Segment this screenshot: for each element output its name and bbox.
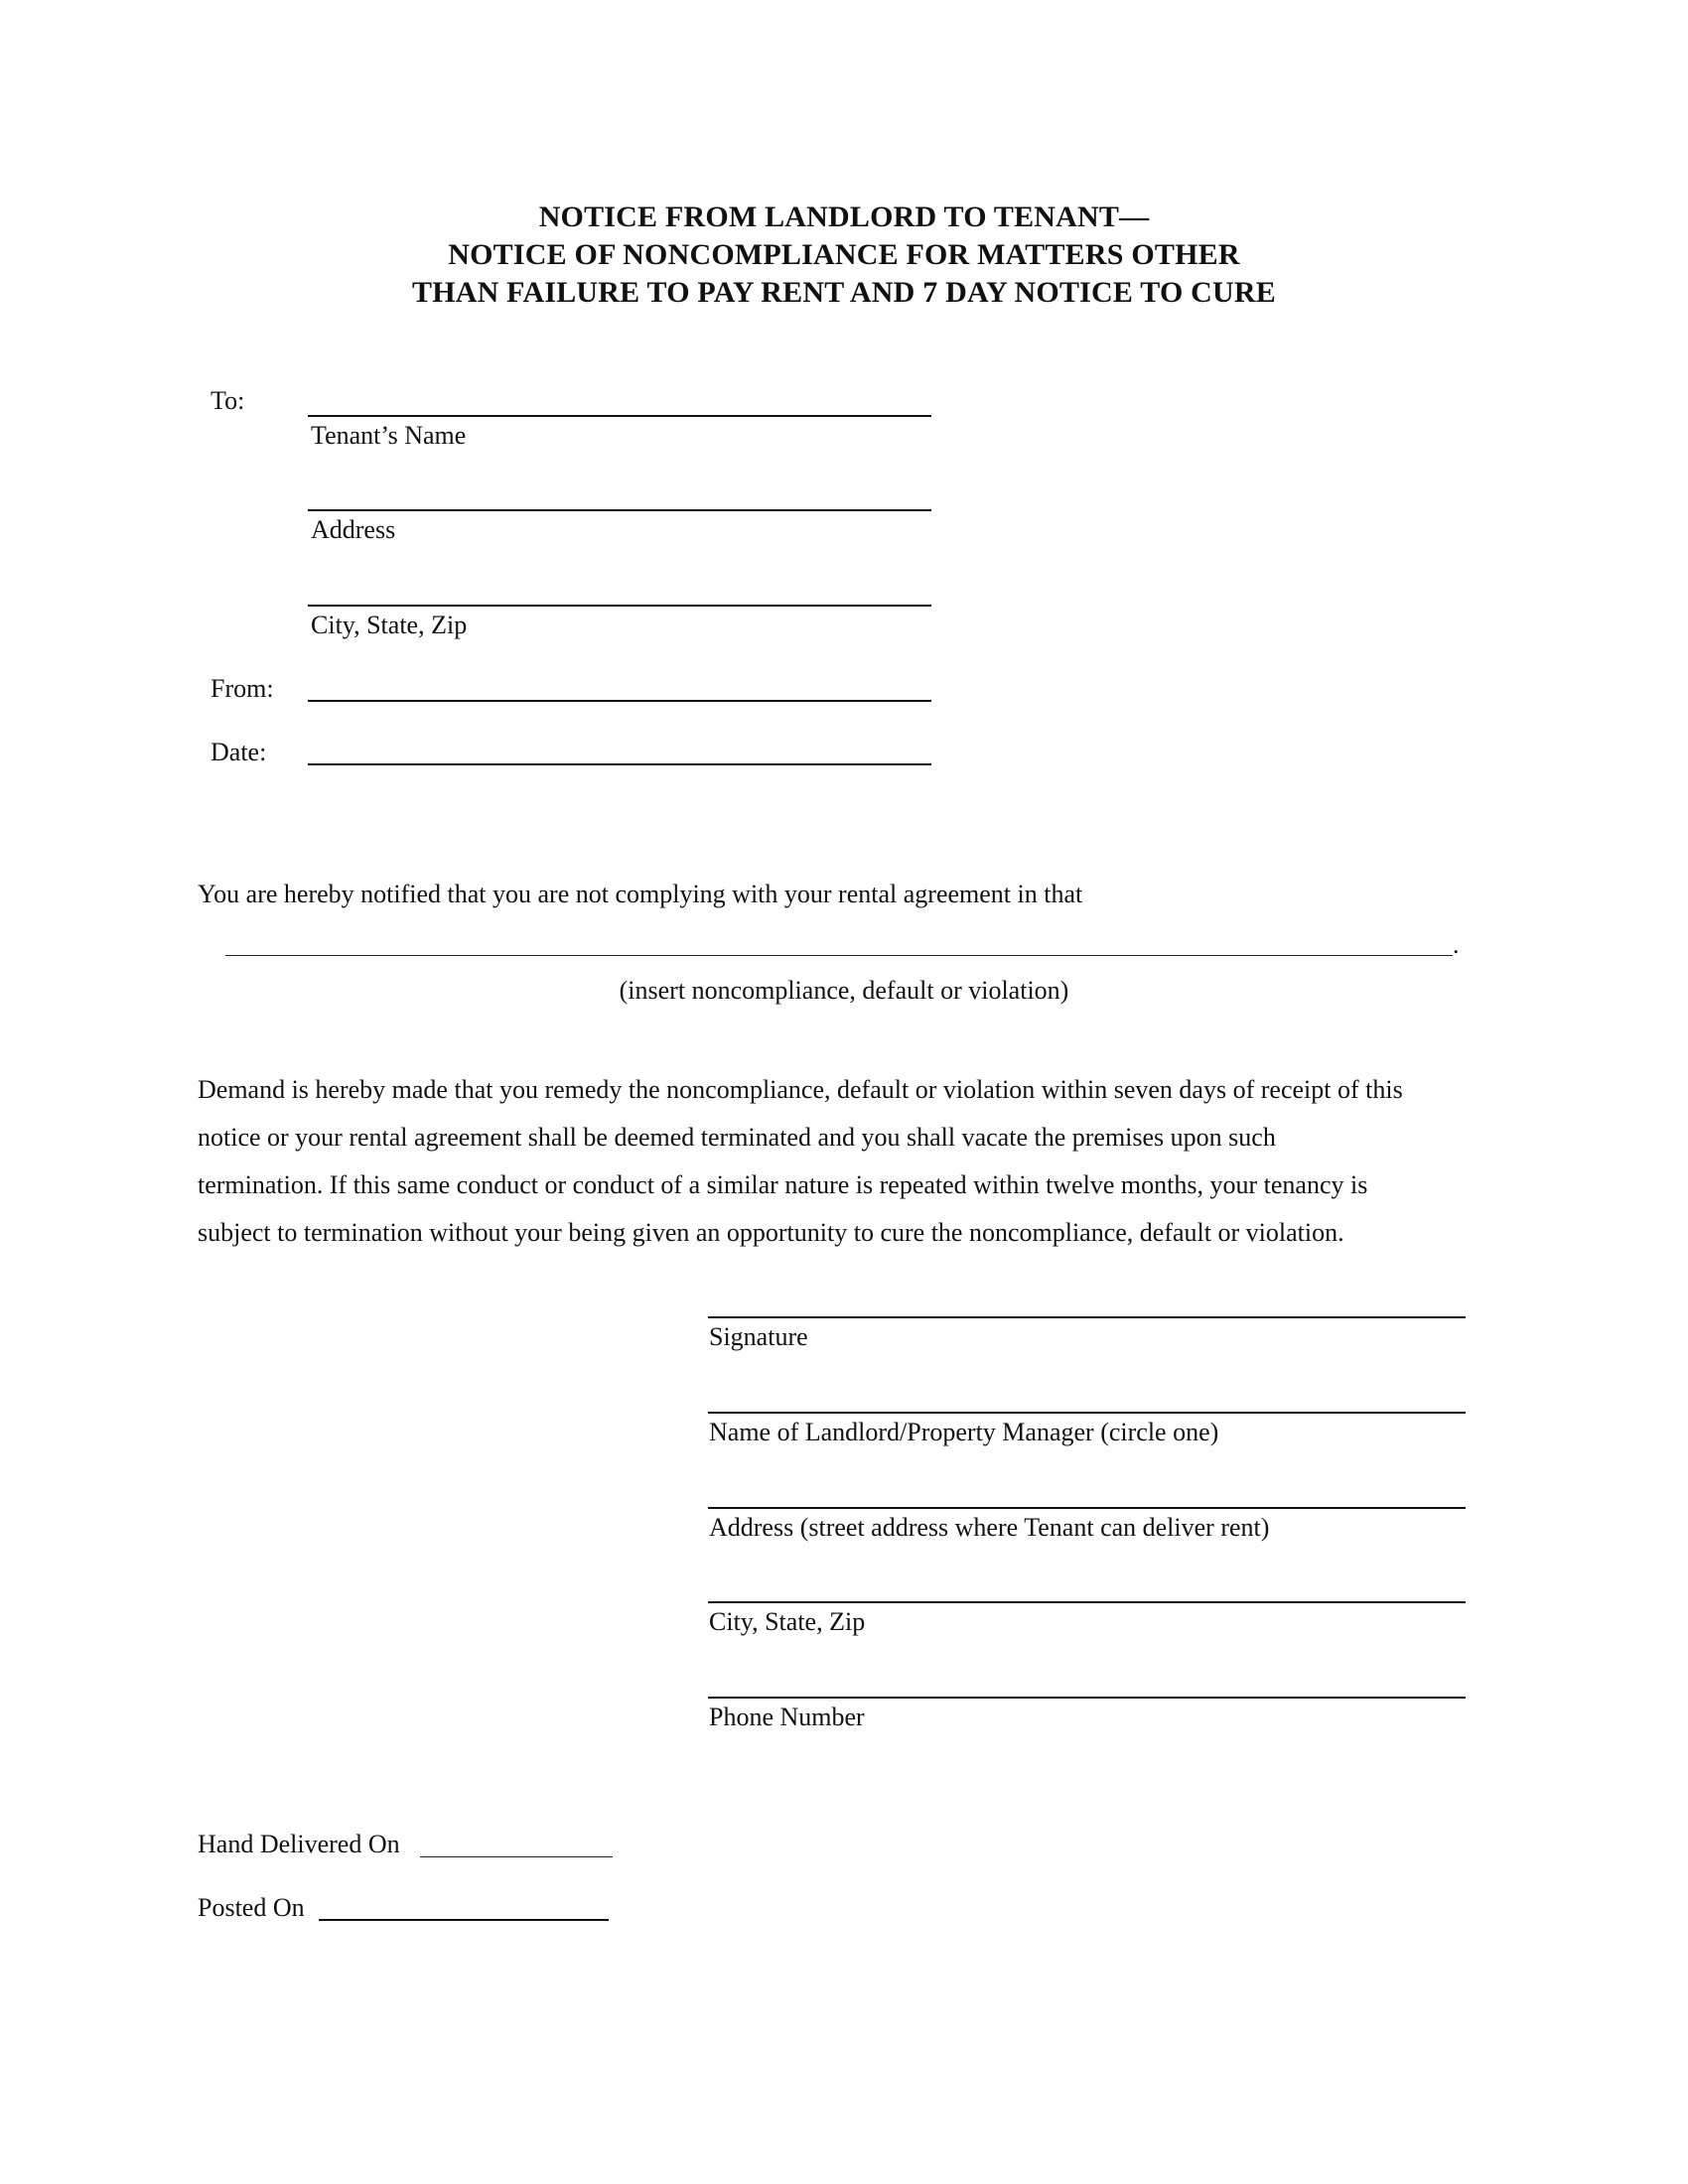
landlord-city-state-zip-caption: City, State, Zip <box>709 1607 866 1636</box>
demand-line-4: subject to termination without your being given an opportunity to cure the noncompliance, default or violation. <box>198 1218 1344 1247</box>
landlord-name-caption: Name of Landlord/Property Manager (circle one) <box>709 1418 1219 1446</box>
noncompliance-line-period: . <box>1453 930 1460 959</box>
posted-on-label: Posted On <box>198 1893 305 1922</box>
document-title <box>0 199 1688 312</box>
posted-on-date-line[interactable] <box>319 1919 609 1921</box>
date-label: Date: <box>211 738 267 766</box>
landlord-name-line[interactable] <box>708 1412 1466 1414</box>
insert-noncompliance-caption: (insert noncompliance, default or violation) <box>619 976 1069 1005</box>
from-label: From: <box>211 674 274 703</box>
noncompliance-line[interactable] <box>225 955 1453 956</box>
tenant-city-state-zip-line[interactable] <box>308 605 931 607</box>
landlord-city-state-zip-line[interactable] <box>708 1601 1466 1603</box>
signature-line[interactable] <box>708 1316 1466 1318</box>
from-line[interactable] <box>308 700 931 702</box>
title-line-1: NOTICE FROM LANDLORD TO TENANT— <box>538 201 1150 233</box>
tenant-name-line[interactable] <box>308 415 931 417</box>
hand-delivered-date-line[interactable] <box>420 1856 613 1857</box>
title-line-3: THAN FAILURE TO PAY RENT AND 7 DAY NOTICE TO CURE <box>412 276 1276 309</box>
to-label: To: <box>211 386 245 415</box>
landlord-address-line[interactable] <box>708 1507 1466 1509</box>
tenant-address-caption: Address <box>311 515 396 544</box>
signature-caption: Signature <box>709 1322 808 1351</box>
demand-line-2: notice or your rental agreement shall be deemed terminated and you shall vacate the premises upon such <box>198 1123 1276 1152</box>
phone-number-line[interactable] <box>708 1697 1466 1699</box>
demand-line-3: termination. If this same conduct or conduct of a similar nature is repeated within twelve months, your tenancy is <box>198 1170 1368 1199</box>
hand-delivered-label: Hand Delivered On <box>198 1830 400 1858</box>
notice-intro: You are hereby notified that you are not complying with your rental agreement in that <box>198 880 1083 908</box>
demand-paragraph <box>198 1066 1498 1257</box>
tenant-address-line[interactable] <box>308 509 931 511</box>
phone-number-caption: Phone Number <box>709 1703 865 1731</box>
date-line[interactable] <box>308 763 931 765</box>
tenant-city-state-zip-caption: City, State, Zip <box>311 611 468 639</box>
tenant-name-caption: Tenant’s Name <box>311 421 467 450</box>
landlord-address-caption: Address (street address where Tenant can deliver rent) <box>709 1513 1270 1542</box>
title-line-2: NOTICE OF NONCOMPLIANCE FOR MATTERS OTHER <box>448 238 1240 271</box>
demand-line-1: Demand is hereby made that you remedy the noncompliance, default or violation within seven days of receipt of this <box>198 1075 1403 1104</box>
